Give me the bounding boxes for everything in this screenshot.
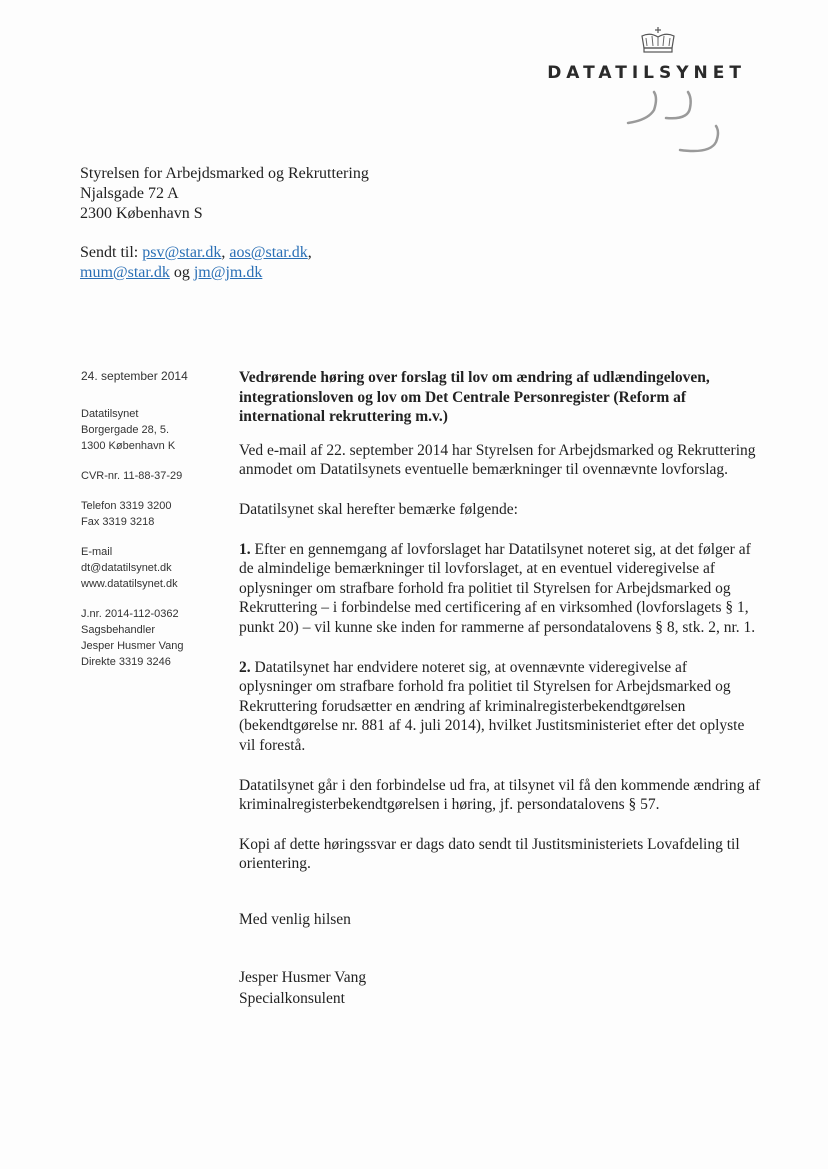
signer-name: Jesper Husmer Vang [239, 969, 367, 987]
sender-web: www.datatilsynet.dk [81, 578, 178, 590]
email-link-mum[interactable]: mum@star.dk [80, 264, 170, 281]
crown-icon [638, 26, 678, 56]
copy-paragraph: Kopi af dette høringssvar er dags dato sendt til Justitsministeriets Lovafdeling til orientering. [239, 835, 740, 873]
handwritten-mark-icon [618, 88, 738, 168]
intro-paragraph: Ved e-mail af 22. september 2014 har Styrelsen for Arbejdsmarked og Rekruttering anmodet om Datatilsynets eventuelle bemærkninger til ovennævnte lovforslag. [239, 441, 756, 479]
sender-address-2: 1300 København K [81, 440, 176, 452]
sender-email-label: E-mail [81, 546, 113, 558]
point-1-number: 1. [239, 540, 251, 558]
sender-org: Datatilsynet [81, 408, 139, 420]
caseworker-label: Sagsbehandler [81, 624, 156, 636]
logo-wordmark: DATATILSYNET [547, 63, 746, 83]
note-paragraph: Datatilsynet skal herefter bemærke følgende: [239, 500, 518, 518]
point-1-text: Efter en gennemgang af lovforslaget har Datatilsynet noteret sig, at det følger af de almindelige bemærkninger til lovforslaget, at en eventuel videregivelse af oplysninger om strafbare forhold fra politiet til Styrelsen for Arbejdsmarked og Rekruttering – i forbindelse med certificering af en virksomhed (lovforslagets § 1, punkt 20) – vil kunne ske inden for rammerne af persondatalovens § 8, stk. 2, nr. 1. [239, 540, 756, 636]
letter-date: 24. september 2014 [81, 369, 188, 383]
signature-block [239, 967, 761, 1009]
recipient-line: 2300 København S [80, 205, 203, 222]
recipient-line: Styrelsen for Arbejdsmarked og Rekruttering [80, 165, 369, 182]
sender-cvr: CVR-nr. 11-88-37-29 [81, 470, 183, 482]
sender-telefon: Telefon 3319 3200 [81, 500, 172, 512]
email-link-jm[interactable]: jm@jm.dk [193, 264, 263, 281]
letter-body [239, 368, 761, 1009]
recipient-line: Njalsgade 72 A [80, 185, 179, 202]
journal-number: J.nr. 2014-112-0362 [81, 608, 179, 620]
point-1-paragraph [239, 540, 761, 638]
signer-title: Specialkonsulent [239, 990, 345, 1008]
email-link-psv[interactable]: psv@star.dk [142, 244, 222, 261]
recipient-address [80, 164, 369, 224]
point-2-text: Datatilsynet har endvidere noteret sig, at ovennævnte videregivelse af oplysninger om strafbare forhold fra politiet til Styrelsen for Arbejdsmarked og Rekruttering forudsætter en ændring af kriminalregisterbekendtgørelsen (bekendtgørelse nr. 881 af 4. juli 2014), hvilket Justitsministeriet efter det oplyste vil forestå. [239, 658, 745, 754]
point-2-number: 2. [239, 658, 251, 676]
email-link-aos[interactable]: aos@star.dk [229, 244, 308, 261]
caseworker-name: Jesper Husmer Vang [81, 640, 184, 652]
letter-subject: Vedrørende høring over forslag til lov om ændring af udlændingeloven, integrationsloven og lov om Det Centrale Personregister (Reform af international rekruttering m.v.) [239, 369, 710, 426]
sent-to-label: Sendt til: [80, 244, 139, 261]
sender-address-1: Borgergade 28, 5. [81, 424, 170, 436]
sent-to: Sendt til: psv@star.dk, aos@star.dk, mum@star.dk og jm@jm.dk [80, 244, 312, 281]
closing-greeting: Med venlig hilsen [239, 910, 351, 928]
datatilsynet-logo [516, 26, 746, 83]
hearing-paragraph: Datatilsynet går i den forbindelse ud fra, at tilsynet vil få den kommende ændring af kriminalregisterbekendtgørelsen i høring, jf. persondatalovens § 57. [239, 776, 761, 814]
conjunction-og: og [173, 264, 190, 281]
sender-fax: Fax 3319 3218 [81, 516, 155, 528]
caseworker-phone: Direkte 3319 3246 [81, 656, 171, 668]
sender-info [81, 368, 231, 684]
sender-email: dt@datatilsynet.dk [81, 562, 172, 574]
point-2-paragraph [239, 658, 761, 756]
